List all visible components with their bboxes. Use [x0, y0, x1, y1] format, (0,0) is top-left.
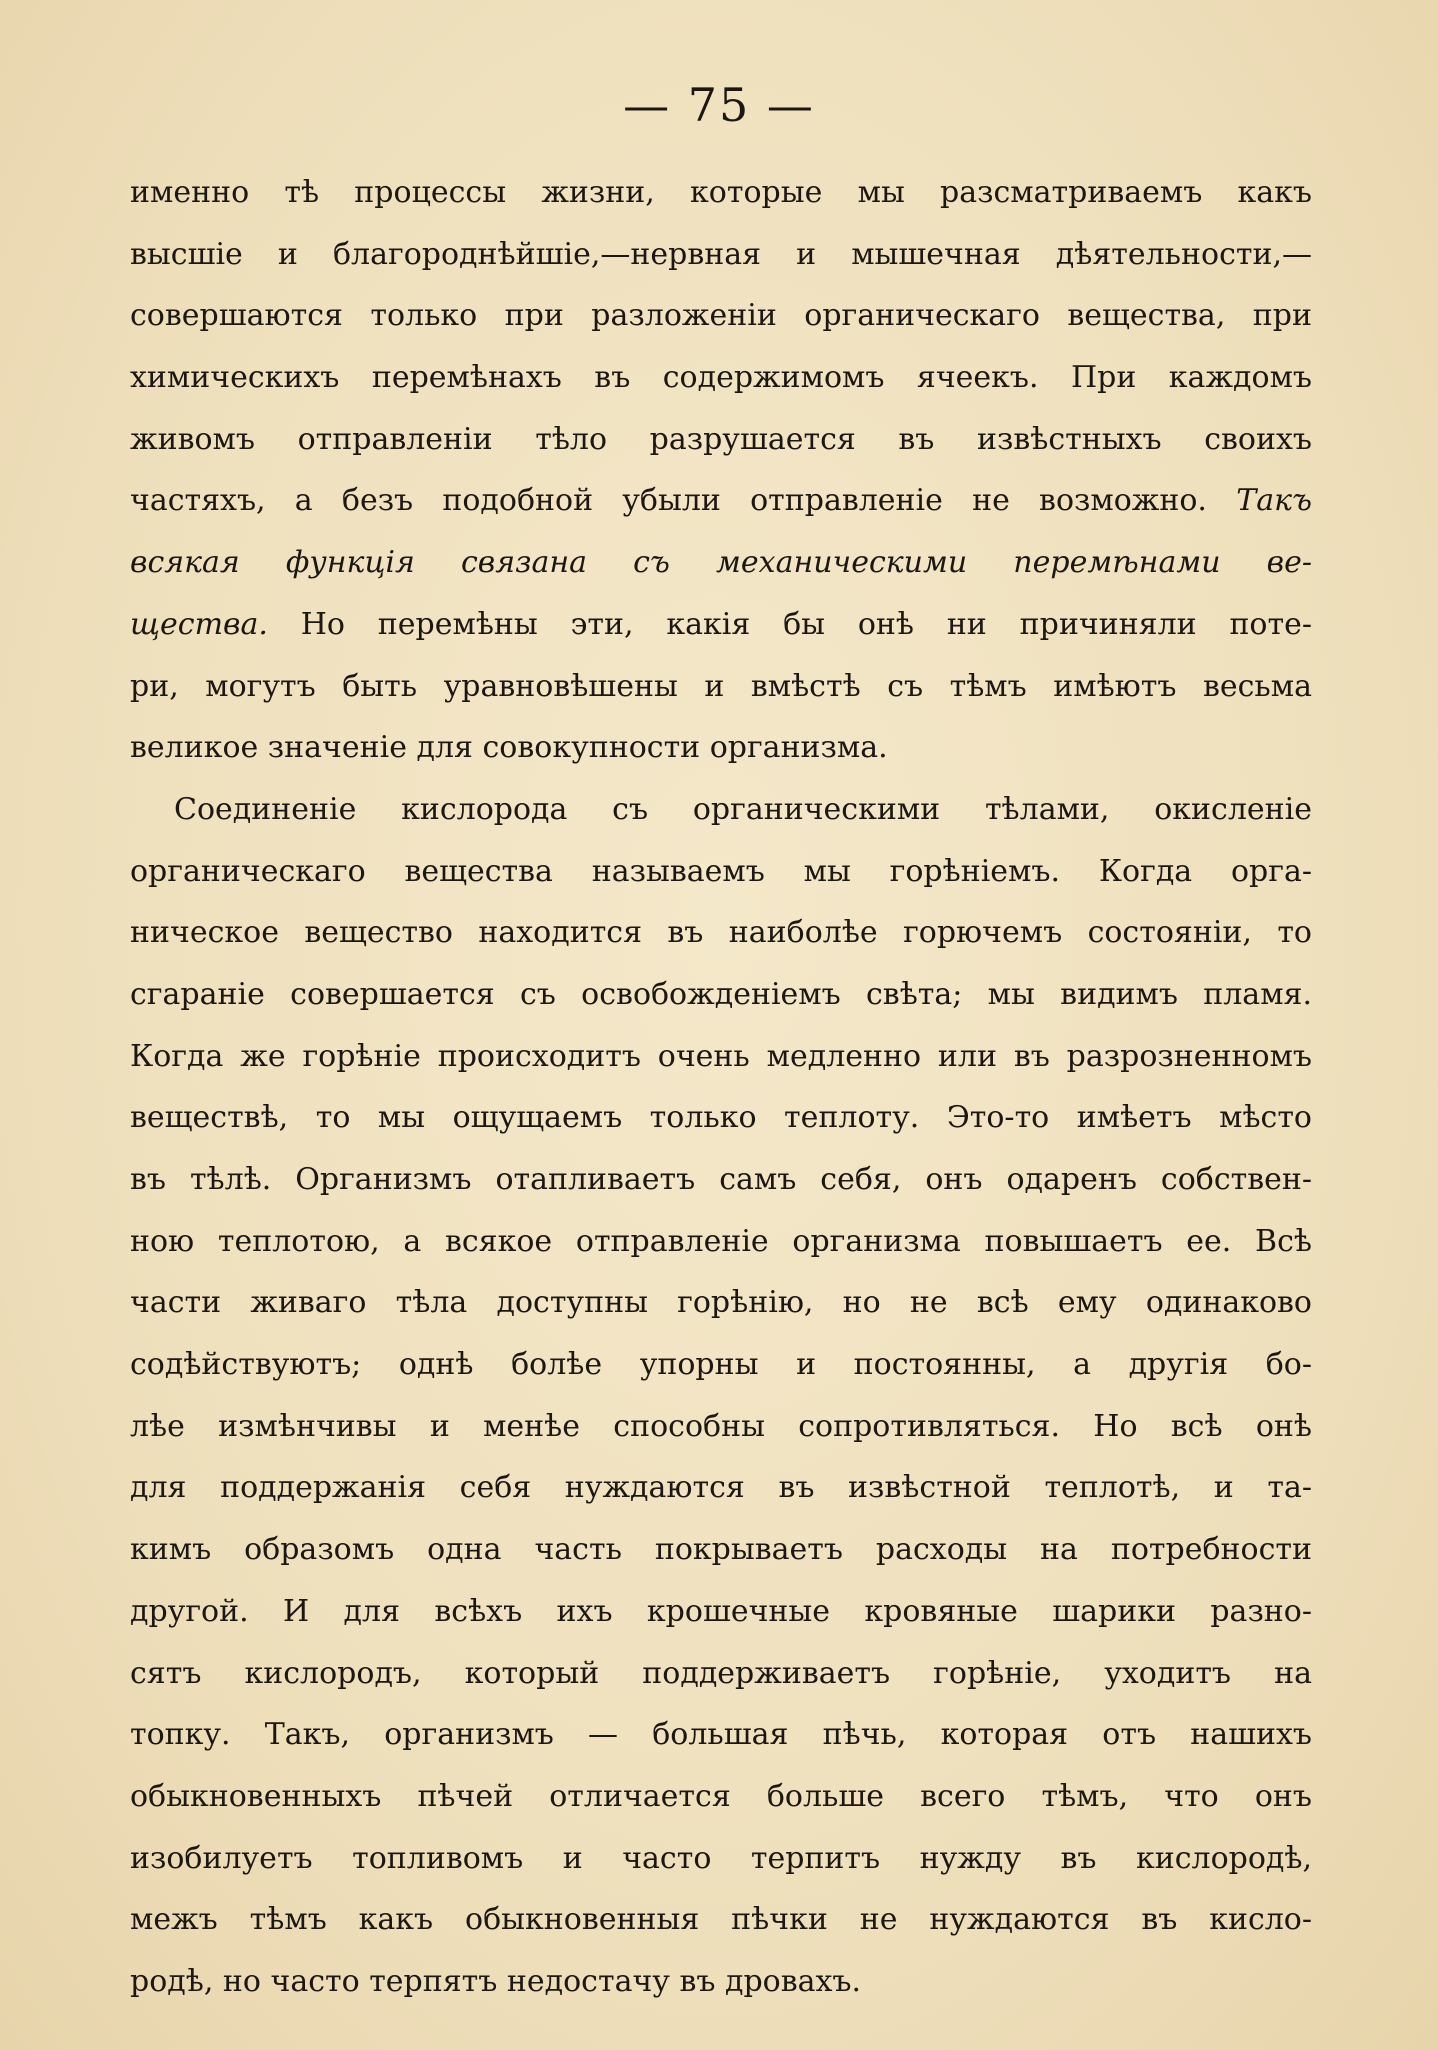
text-line: обыкновенныхъ пѣчей отличается больше всего тѣмъ, что онъ: [130, 1778, 1312, 1814]
text-line: совершаются только при разложеніи органическаго вещества, при: [130, 298, 1312, 334]
text-segment: частяхъ, а безъ подобной убыли отправленіе не возможно.: [130, 483, 1207, 519]
text-line: для поддержанія себя нуждаются въ извѣстной теплотѣ, и та-: [130, 1470, 1312, 1506]
text-line: Когда же горѣніе происходитъ очень медленно или въ разрозненномъ: [130, 1038, 1312, 1074]
text-line: Соединеніе кислорода съ органическими тѣлами, окисленіе: [174, 791, 1312, 827]
text-line: [130, 594, 1312, 656]
italic-segment: щества.: [130, 606, 268, 642]
body-text: [130, 162, 1312, 2013]
italic-segment: Такъ: [1236, 483, 1312, 519]
text-line: другой. И для всѣхъ ихъ крошечные кровяные шарики разно-: [130, 1593, 1312, 1629]
text-segment: Но перемѣны эти, какія бы онѣ ни причиняли поте-: [300, 606, 1312, 642]
text-line: родѣ, но часто терпятъ недостачу въ дровахъ.: [130, 1963, 862, 1999]
text-line: лѣе измѣнчивы и менѣе способны сопротивляться. Но всѣ онѣ: [130, 1408, 1312, 1444]
text-line: сятъ кислородъ, который поддерживаетъ горѣніе, уходитъ на: [130, 1655, 1312, 1691]
text-line: кимъ образомъ одна часть покрываетъ расходы на потребности: [130, 1532, 1312, 1568]
text-line: веществѣ, то мы ощущаемъ только теплоту. Это-то имѣетъ мѣсто: [130, 1100, 1312, 1136]
text-line: органическаго вещества называемъ мы горѣніемъ. Когда орга-: [130, 853, 1312, 889]
text-line-italic: всякая функція связана съ механическими перемѣнами ве-: [130, 545, 1312, 581]
text-line: топку. Такъ, организмъ — большая пѣчь, которая отъ нашихъ: [130, 1717, 1312, 1753]
text-line: части живаго тѣла доступны горѣнію, но не всѣ ему одинаково: [130, 1285, 1312, 1321]
text-line: великое значеніе для совокупности организма.: [130, 730, 888, 766]
text-line: высшіе и благороднѣйшіе,—нервная и мышечная дѣятельности,—: [130, 236, 1312, 272]
text-line: межъ тѣмъ какъ обыкновенныя пѣчки не нуждаются въ кисло-: [130, 1902, 1312, 1938]
text-line: въ тѣлѣ. Организмъ отапливаетъ самъ себя, онъ одаренъ собствен-: [130, 1162, 1312, 1197]
text-line: химическихъ перемѣнахъ въ содержимомъ ячеекъ. При каждомъ: [130, 360, 1312, 396]
page-number: — 75 —: [623, 78, 815, 132]
text-line: содѣйствуютъ; однѣ болѣе упорны и постоянны, а другія бо-: [130, 1347, 1312, 1383]
text-line: [130, 470, 1312, 532]
text-line: ри, могутъ быть уравновѣшены и вмѣстѣ съ тѣмъ имѣютъ весьма: [130, 668, 1312, 704]
text-line: сгараніе совершается съ освобожденіемъ свѣта; мы видимъ пламя.: [130, 976, 1312, 1012]
text-line: ною теплотою, а всякое отправленіе организма повышаетъ ее. Всѣ: [130, 1223, 1312, 1259]
text-line: изобилуетъ топливомъ и часто терпитъ нужду въ кислородѣ,: [130, 1840, 1312, 1876]
text-line: ническое вещество находится въ наиболѣе горючемъ состояніи, то: [130, 915, 1312, 951]
text-line: именно тѣ процессы жизни, которые мы разсматриваемъ какъ: [130, 175, 1312, 210]
text-line: живомъ отправленіи тѣло разрушается въ извѣстныхъ своихъ: [130, 421, 1312, 457]
